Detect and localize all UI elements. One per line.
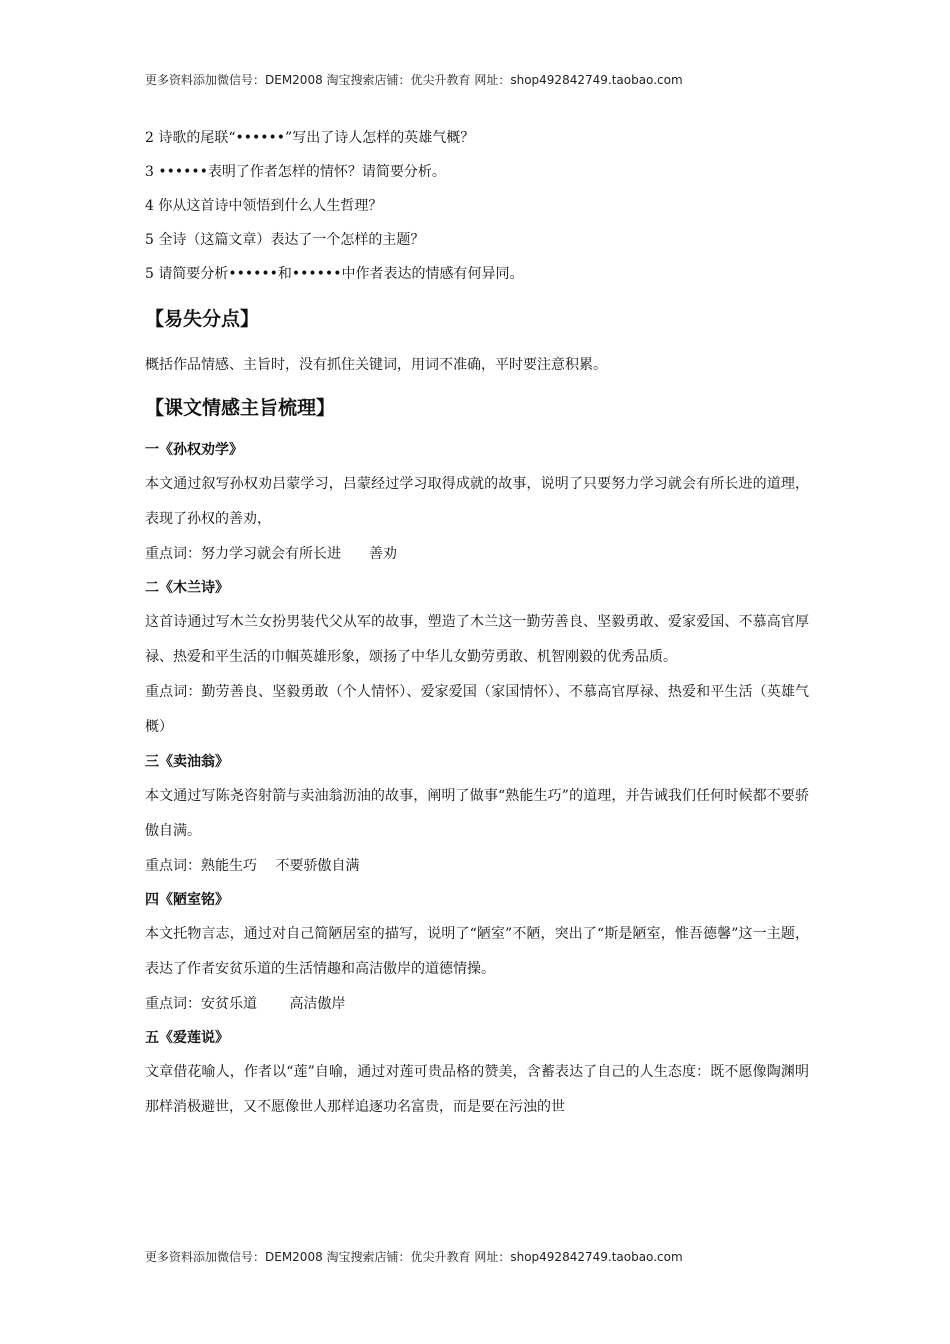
lesson-mulan — [145, 571, 809, 745]
lesson-title: 二《木兰诗》 — [145, 580, 229, 596]
lesson-body: 本文通过写陈尧咨射箭与卖油翁沥油的故事，阐明了做事“熟能生巧”的道理，并告诫我们任何时候都不要骄傲自满。 — [145, 788, 809, 839]
lesson-body: 文章借花喻人，作者以“莲”自喻，通过对莲可贵品格的赞美，含蓄表达了自己的人生态度：既不愿像陶渊明那样消极避世，又不愿像世人那样追逐功名富贵，而是要在污浊的世 — [145, 1064, 809, 1115]
lesson-ailianshuo — [145, 1021, 809, 1125]
question-item: 4 你从这首诗中领悟到什么人生哲理？ — [145, 198, 383, 214]
lesson-title: 一《孙权劝学》 — [145, 442, 243, 458]
question-item: 3 ••••••表明了作者怎样的情怀？请简要分析。 — [145, 164, 446, 180]
yishi-text: 概括作品情感、主旨时，没有抓住关键词，用词不准确，平时要注意积累。 — [145, 357, 607, 373]
page-content — [145, 126, 809, 1125]
lesson-keywords: 重点词：熟能生巧 不要骄傲自满 — [145, 858, 360, 874]
lesson-keywords: 重点词：勤劳善良、坚毅勇敢（个人情怀）、爱家爱国（家国情怀）、不慕高官厚禄、热爱和平生活（英雄气概） — [145, 684, 809, 735]
lesson-keywords: 重点词：安贫乐道 高洁傲岸 — [145, 996, 346, 1012]
lesson-body: 本文托物言志，通过对自己简陋居室的描写，说明了“陋室”不陋，突出了“斯是陋室，惟吾德馨”这一主题，表达了作者安贫乐道的生活情趣和高洁傲岸的道德情操。 — [145, 926, 809, 977]
question-item: 5 请简要分析••••••和••••••中作者表达的情感有何异同。 — [145, 266, 524, 282]
lesson-keywords: 重点词：努力学习就会有所长进 善劝 — [145, 546, 397, 562]
lesson-maiyouweng — [145, 745, 809, 883]
section-heading-kewen: 【课文情感主旨梳理】 — [145, 397, 336, 419]
page-header: 更多资料添加微信号：DEM2008 淘宝搜索店铺：优尖升教育 网址：shop492842749.taobao.com — [145, 73, 683, 87]
lesson-title: 四《陋室铭》 — [145, 892, 229, 908]
section-heading-yishi: 【易失分点】 — [145, 308, 260, 330]
lesson-title: 三《卖油翁》 — [145, 754, 229, 770]
lesson-sunquan — [145, 433, 809, 571]
question-item: 5 全诗（这篇文章）表达了一个怎样的主题？ — [145, 232, 425, 248]
page-footer: 更多资料添加微信号：DEM2008 淘宝搜索店铺：优尖升教育 网址：shop492842749.taobao.com — [145, 1250, 683, 1264]
lesson-body: 这首诗通过写木兰女扮男装代父从军的故事，塑造了木兰这一勤劳善良、坚毅勇敢、爱家爱国、不慕高官厚禄、热爱和平生活的巾帼英雄形象，颂扬了中华儿女勤劳勇敢、机智刚毅的优秀品质。 — [145, 614, 809, 665]
question-item: 2 诗歌的尾联“••••••”写出了诗人怎样的英雄气概？ — [145, 130, 475, 146]
lesson-title: 五《爱莲说》 — [145, 1030, 229, 1046]
lesson-body: 本文通过叙写孙权劝吕蒙学习，吕蒙经过学习取得成就的故事，说明了只要努力学习就会有所长进的道理，表现了孙权的善劝， — [145, 476, 809, 527]
lesson-loushiming — [145, 883, 809, 1021]
